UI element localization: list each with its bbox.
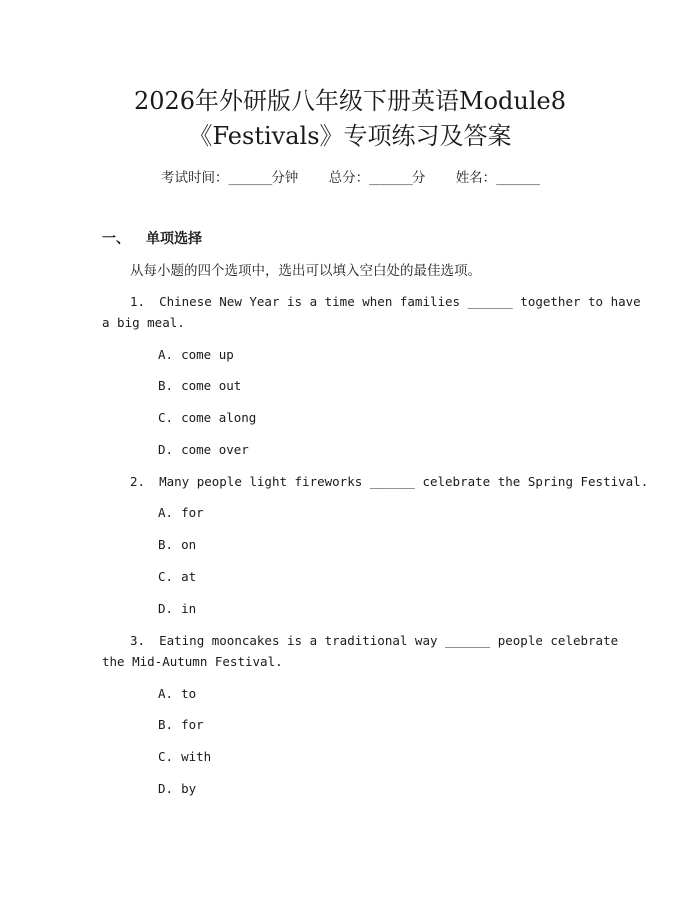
question-number: 1. (130, 294, 146, 309)
option-letter: B. (158, 717, 174, 732)
question-3-option-d[interactable] (158, 778, 196, 799)
exam-score (329, 170, 426, 186)
option-text: in (181, 601, 197, 616)
question-1-line-2: a big meal. (102, 315, 185, 330)
option-text: on (181, 537, 197, 552)
option-text: come along (181, 410, 257, 425)
question-text: Eating mooncakes is a traditional way ______ people celebrate (159, 633, 619, 648)
exam-time-unit: 分钟 (271, 170, 299, 186)
exam-score-blank: ______ (369, 170, 412, 186)
exam-name-label: 姓名： (455, 170, 497, 186)
question-1-line-1 (130, 291, 641, 312)
section-number: 一、 (102, 231, 130, 247)
exam-time-label: 考试时间： (161, 170, 229, 186)
option-text: come over (181, 442, 249, 457)
option-text: with (181, 749, 212, 764)
question-2-option-a[interactable] (158, 502, 204, 523)
question-3-line-1 (130, 630, 618, 651)
option-letter: C. (158, 749, 174, 764)
question-number: 2. (130, 474, 146, 489)
document-title-line-1: 2026年外研版八年级下册英语Module8 (133, 87, 567, 115)
option-letter: D. (158, 601, 174, 616)
question-2-option-b[interactable] (158, 534, 196, 555)
question-3-option-a[interactable] (158, 683, 196, 704)
option-text: to (181, 686, 197, 701)
question-text: Many people light fireworks ______ celebrate the Spring Festival. (159, 474, 649, 489)
option-letter: D. (158, 442, 174, 457)
question-1-option-d[interactable] (158, 439, 249, 460)
question-3-line-2: the Mid-Autumn Festival. (102, 654, 283, 669)
option-letter: B. (158, 537, 174, 552)
option-letter: A. (158, 347, 174, 362)
exam-info (0, 168, 700, 188)
question-3-option-c[interactable] (158, 746, 211, 767)
section-heading (102, 229, 202, 249)
question-2-option-d[interactable] (158, 598, 196, 619)
option-text: come up (181, 347, 234, 362)
option-letter: B. (158, 378, 174, 393)
question-number: 3. (130, 633, 146, 648)
exam-time-blank: ______ (228, 170, 272, 186)
option-letter: A. (158, 686, 174, 701)
exam-score-unit: 分 (411, 170, 426, 186)
question-2-option-c[interactable] (158, 566, 196, 587)
question-1-option-a[interactable] (158, 344, 234, 365)
document-title-line-2: 《Festivals》专项练习及答案 (188, 122, 512, 150)
option-text: come out (181, 378, 242, 393)
option-letter: C. (158, 410, 174, 425)
exam-time (161, 170, 298, 186)
option-text: by (181, 781, 197, 796)
section-instruction: 从每小题的四个选项中，选出可以填入空白处的最佳选项。 (130, 263, 481, 279)
question-text: Chinese New Year is a time when families ______ together to have (159, 294, 641, 309)
option-letter: A. (158, 505, 174, 520)
exam-name (456, 170, 539, 186)
question-1-option-b[interactable] (158, 375, 241, 396)
exam-name-blank: ______ (496, 170, 539, 186)
question-1-option-c[interactable] (158, 407, 256, 428)
question-2-line-1 (130, 471, 648, 492)
exam-score-label: 总分： (328, 170, 370, 186)
section-title: 单项选择 (146, 231, 202, 247)
option-letter: C. (158, 569, 174, 584)
question-3-option-b[interactable] (158, 714, 204, 735)
option-text: for (181, 717, 204, 732)
option-letter: D. (158, 781, 174, 796)
option-text: at (181, 569, 197, 584)
option-text: for (181, 505, 204, 520)
